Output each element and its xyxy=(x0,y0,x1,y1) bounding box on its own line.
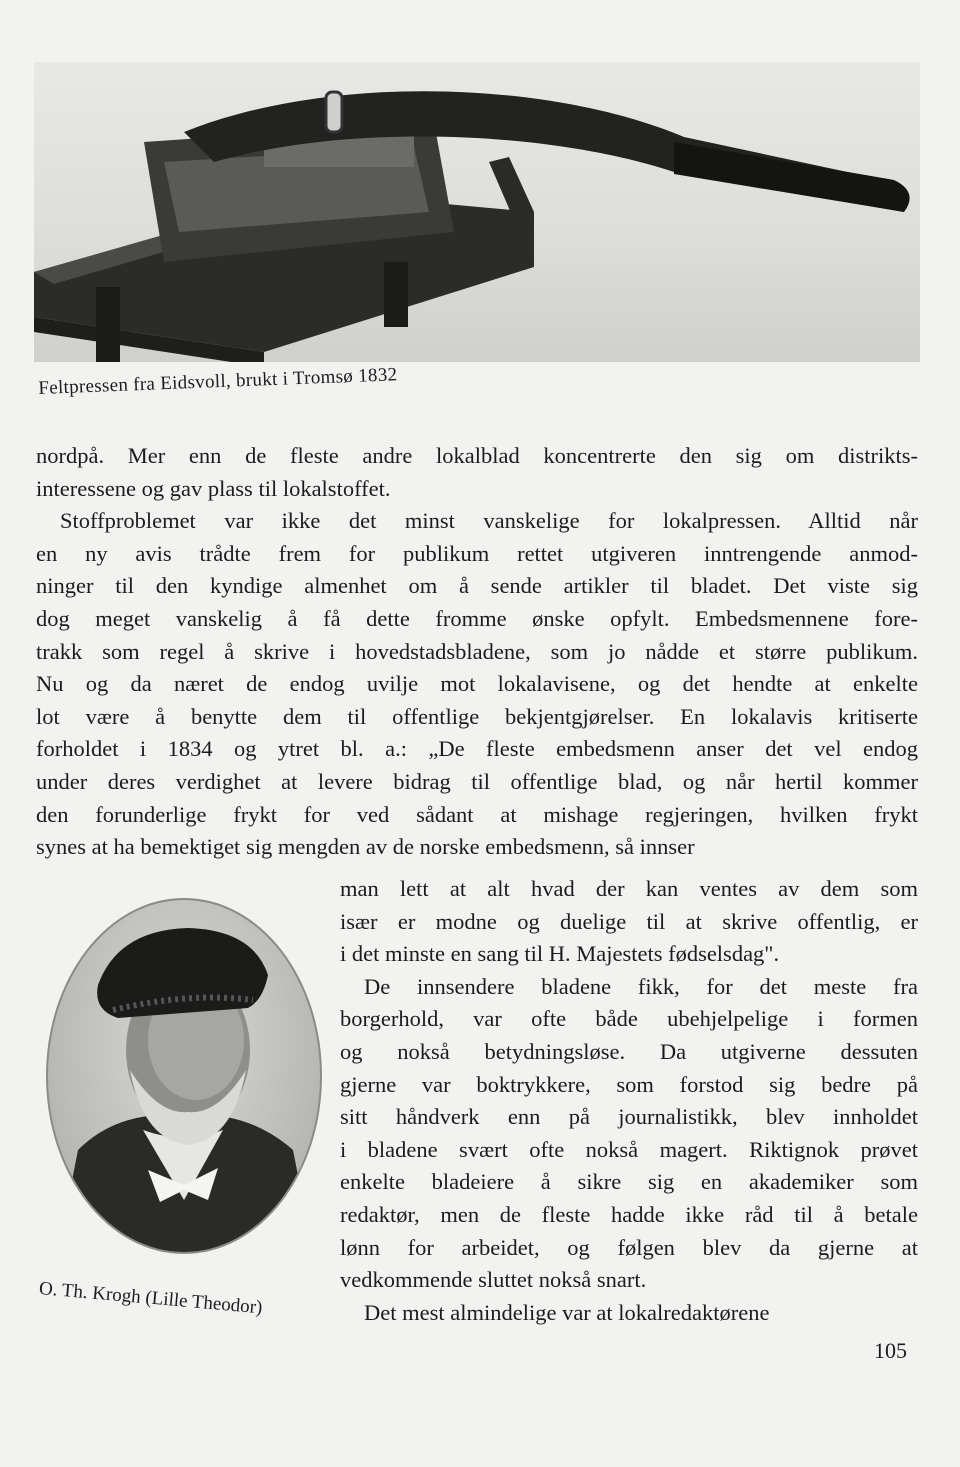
paragraph xyxy=(340,873,918,971)
text-line: synes at ha bemektiget sig mengden av de norske embedsmenn, så innser xyxy=(36,834,695,860)
text-line: forholdet i 1834 og ytret bl. a.: „De fleste embedsmenn anser det vel endog xyxy=(36,736,918,762)
text-line: ninger til den kyndige almenhet om å sende artikler til bladet. Det viste sig xyxy=(36,573,918,599)
text-line: sitt håndverk enn på journalistikk, blev innholdet xyxy=(340,1104,918,1130)
body-text-full-width xyxy=(36,440,918,864)
text-line: lønn for arbeidet, og følgen blev da gjerne at xyxy=(340,1234,918,1260)
text-line: gjerne var boktrykkere, som forstod sig bedre på xyxy=(340,1071,918,1097)
text-line: især er modne og duelige til at skrive offentlig, er xyxy=(340,908,918,934)
text-line: lot være å benytte dem til offentlige bekjentgjørelser. En lokalavis kritiserte xyxy=(36,703,918,729)
text-line: i det minste en sang til H. Majestets fødselsdag". xyxy=(340,941,780,967)
text-line: i bladene svært ofte nokså magert. Riktignok prøvet xyxy=(340,1136,918,1162)
text-line: De innsendere bladene fikk, for det meste fra xyxy=(364,973,918,999)
press-photograph xyxy=(34,62,920,362)
portrait-caption: O. Th. Krogh (Lille Theodor) xyxy=(38,1278,264,1319)
text-line: redaktør, men de fleste hadde ikke råd til å betale xyxy=(340,1201,918,1227)
text-line: den forunderlige frykt for ved sådant at mishage regjeringen, hvilken frykt xyxy=(36,801,918,827)
text-line: og nokså betydningsløse. Da utgiverne dessuten xyxy=(340,1038,918,1064)
paragraph xyxy=(340,1297,918,1330)
text-line: borgerhold, var ofte både ubehjelpelige i formen xyxy=(340,1006,918,1032)
paragraph xyxy=(36,505,918,864)
text-line: enkelte bladeiere å sikre sig en akademiker som xyxy=(340,1169,918,1195)
text-line: Stoffproblemet var ikke det minst vanskelige for lokalpressen. Alltid når xyxy=(60,508,918,534)
text-line: Nu og da næret de endog uvilje mot lokalavisene, og det hendte at enkelte xyxy=(36,671,918,697)
text-line: nordpå. Mer enn de fleste andre lokalblad koncentrerte den sig om distrikts- xyxy=(36,443,918,468)
text-line: vedkommende sluttet nokså snart. xyxy=(340,1267,647,1293)
text-line: Det mest almindelige var at lokalredaktørene xyxy=(364,1299,770,1325)
paragraph xyxy=(36,440,918,505)
text-line: trakk som regel å skrive i hovedstadsbladene, som jo nådde et større publikum. xyxy=(36,638,918,664)
paragraph xyxy=(340,971,918,1297)
press-illustration xyxy=(34,62,920,362)
page-number: 105 xyxy=(874,1338,907,1363)
text-line: man lett at alt hvad der kan ventes av dem som xyxy=(340,876,918,901)
photo-caption: Feltpressen fra Eidsvoll, brukt i Tromsø 1832 xyxy=(38,364,398,399)
portrait-photograph xyxy=(46,898,322,1254)
portrait-illustration xyxy=(48,900,320,1252)
body-text-right-column xyxy=(340,873,918,1329)
text-line: interessene og gav plass til lokalstoffet. xyxy=(36,475,391,501)
text-line: under deres verdighet at levere bidrag til offentlige blad, og når hertil kommer xyxy=(36,768,918,794)
text-line: en ny avis trådte frem for publikum rettet utgiveren inntrengende anmod- xyxy=(36,540,918,566)
text-line: dog meget vanskelig å få dette fromme ønske opfylt. Embedsmennene fore- xyxy=(36,605,918,631)
